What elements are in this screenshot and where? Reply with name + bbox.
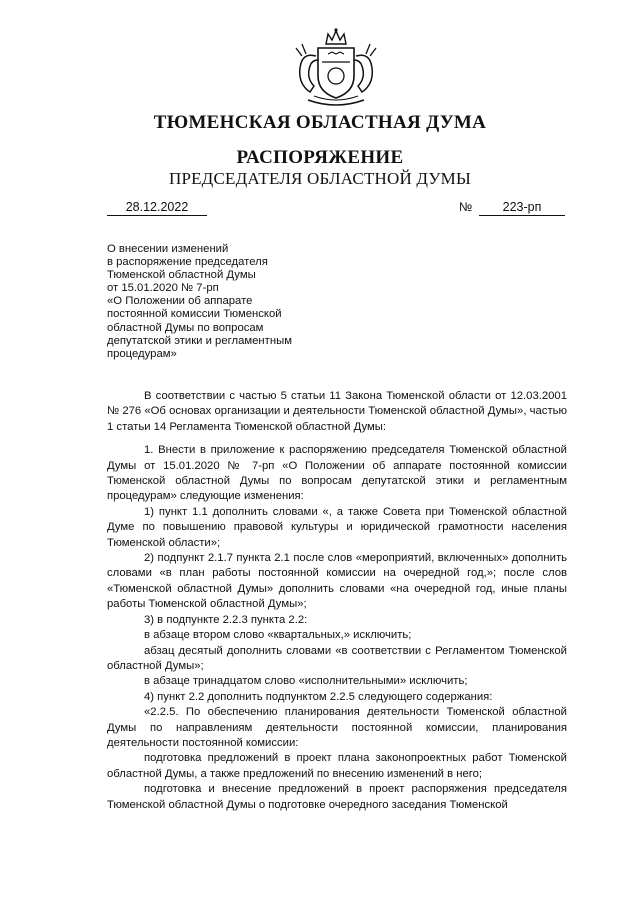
document-type-heading: РАСПОРЯЖЕНИЕ <box>236 147 404 168</box>
number-sign: № <box>459 200 473 214</box>
subject-line: О внесении изменений <box>107 243 229 255</box>
subject-line: от 15.01.2020 № 7-рп <box>107 282 219 295</box>
subject-line: Тюменской областной Думы <box>107 269 256 282</box>
body-paragraph: 2) подпункт 2.1.7 пункта 2.1 после слов «мероприятий, включенных» дополнить словами «в план работы постоянной комиссии на очередной год,»; после слов «Тюменской областной Думы» дополнить словами «на очередной год, иные планы работы Тюменской областной Думы»; <box>107 552 567 611</box>
body-paragraph: абзац десятый дополнить словами «в соответствии с Регламентом Тюменской областной Думы»; <box>107 644 567 672</box>
document-body <box>107 389 567 813</box>
document-number: 223-рп <box>479 200 565 216</box>
organization-title: ТЮМЕНСКАЯ ОБЛАСТНАЯ ДУМА <box>153 112 487 133</box>
body-paragraph: В соответствии с частью 5 статьи 11 Закона Тюменской области от 12.03.2001 № 276 «Об основах организации и деятельности Тюменской областной Думы», частью 1 статьи 14 Регламента Тюменской областной Думы: <box>107 390 567 433</box>
subject-line: в распоряжение председателя <box>107 256 268 269</box>
subject-line: «О Положении об аппарате <box>107 295 253 308</box>
body-paragraph: 3) в подпункте 2.2.3 пункта 2.2: <box>144 613 308 626</box>
document-date: 28.12.2022 <box>107 200 207 216</box>
body-paragraph: в абзаце тринадцатом слово «исполнительными» исключить; <box>144 675 468 688</box>
document-subject <box>107 243 327 361</box>
body-paragraph: 1. Внести в приложение к распоряжению председателя Тюменской областной Думы от 15.01.2020 № 7-рп «О Положении об аппарате постоянной комиссии Тюменской областной Думы по вопросам депутатской этики и регламентным процедурам» следующие изменения: <box>107 444 567 503</box>
body-paragraph: подготовка и внесение предложений в проект распоряжения председателя Тюменской областной Думы о подготовке очередного заседания Тюменской <box>107 783 567 811</box>
subject-line: областной Думы по вопросам <box>107 321 264 334</box>
body-paragraph: в абзаце втором слово «квартальных,» исключить; <box>144 629 412 642</box>
subject-line: постоянной комиссии Тюменской <box>107 308 282 321</box>
issuer-heading: ПРЕДСЕДАТЕЛЯ ОБЛАСТНОЙ ДУМЫ <box>168 169 472 188</box>
subject-line: депутатской этики и регламентным <box>107 334 292 347</box>
subject-line: процедурам» <box>107 347 177 360</box>
body-paragraph: 1) пункт 1.1 дополнить словами «, а также Совета при Тюменской областной Думе по повышению правовой культуры и юридической грамотности населения Тюменской области»; <box>107 505 567 549</box>
body-paragraph: подготовка предложений в проект плана законопроектных работ Тюменской областной Думы, а также предложений по внесению изменений в него; <box>107 752 567 780</box>
body-paragraph: «2.2.5. По обеспечению планирования деятельности Тюменской областной Думы по направлениям деятельности постоянной комиссии, планирования деятельности постоянной комиссии: <box>107 706 567 749</box>
body-paragraph: 4) пункт 2.2 дополнить подпунктом 2.2.5 следующего содержания: <box>144 690 493 703</box>
coat-of-arms-emblem <box>288 26 384 112</box>
